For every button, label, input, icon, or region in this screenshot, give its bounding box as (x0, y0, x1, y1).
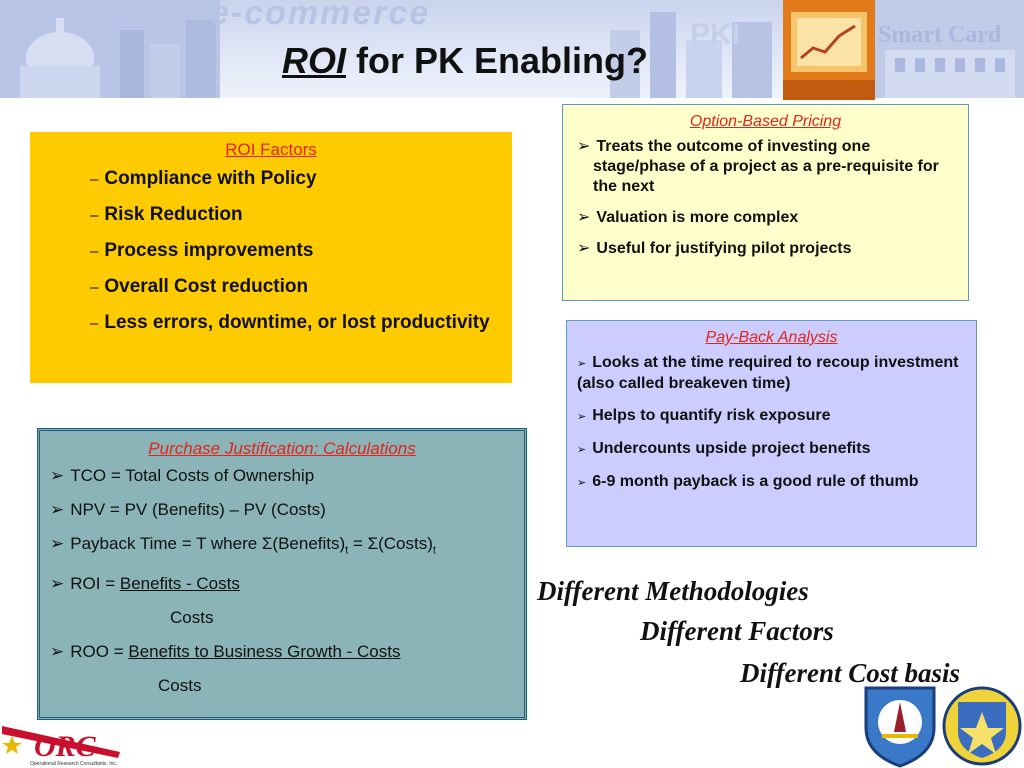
roo-denominator: Costs (158, 676, 202, 696)
purchase-list (40, 465, 524, 697)
roi-factors-heading: ROI Factors (225, 140, 317, 159)
banner-pki-text: PKI (690, 18, 741, 51)
arrow-bullet-icon: ➢ (577, 209, 591, 226)
roi-factors-list (30, 168, 512, 334)
dash-bullet-icon: – (90, 207, 99, 224)
orc-logo (0, 718, 150, 768)
list-item: ➢ Valuation is more complex (577, 209, 799, 226)
option-pricing-box (562, 104, 969, 301)
option-pricing-list (563, 137, 968, 259)
dash-bullet-icon: – (90, 243, 99, 260)
arrow-bullet-icon: ➢ (577, 358, 587, 370)
different-cost-basis: Different Cost basis (740, 658, 961, 688)
roi-denominator: Costs (170, 608, 214, 628)
seal-right-icon (944, 688, 1020, 764)
different-factors: Different Factors (640, 616, 834, 646)
payback-box (566, 320, 977, 547)
payback-heading: Pay-Back Analysis (705, 329, 838, 346)
orc-logo-subtext: Operational Research Consultants, Inc. (30, 761, 118, 767)
dash-bullet-icon: – (90, 279, 99, 296)
dash-bullet-icon: – (90, 315, 99, 332)
purchase-justification-box (37, 428, 527, 720)
list-item: – Risk Reduction (90, 204, 243, 225)
list-item: ➢ TCO = Total Costs of Ownership (50, 466, 315, 485)
list-item: ➢ Payback Time = T where $\Sigma(Benefits)_t$ = $\Sigma(Costs)_t$ (50, 534, 436, 557)
list-item: – Compliance with Policy (90, 168, 317, 189)
roi-numerator: Benefits - Costs (119, 574, 240, 594)
title-roi: ROI (281, 40, 346, 81)
arrow-bullet-icon: ➢ (577, 411, 587, 423)
page-title (0, 40, 930, 82)
payback-list (567, 353, 976, 493)
arrow-bullet-icon: ➢ (50, 534, 65, 553)
banner-ecommerce-text: e-commerce (210, 0, 431, 32)
military-seals-graphic (860, 684, 1024, 768)
list-item: ➢ ROO = Benefits to Business Growth - Costs (50, 642, 401, 662)
arrow-bullet-icon: ➢ (50, 574, 65, 594)
arrow-bullet-icon: ➢ (577, 240, 591, 257)
list-item: ➢ Helps to quantify risk exposure (577, 407, 831, 424)
arrow-bullet-icon: ➢ (577, 138, 591, 155)
list-item: – Less errors, downtime, or lost productivity (90, 312, 490, 333)
list-item: ➢ Undercounts upside project benefits (577, 440, 871, 457)
list-item: ➢ Treats the outcome of investing one stage/phase of a project as a pre-requisite for the next (577, 138, 939, 195)
list-item: ➢ 6-9 month payback is a good rule of thumb (577, 473, 919, 490)
arrow-bullet-icon: ➢ (50, 642, 65, 662)
list-item: – Process improvements (90, 240, 314, 261)
list-item: ➢ NPV = PV (Benefits) – PV (Costs) (50, 500, 326, 519)
roi-factors-box (30, 132, 512, 383)
purchase-heading: Purchase Justification: Calculations (148, 439, 416, 458)
roo-numerator: Benefits to Business Growth - Costs (128, 642, 401, 662)
orc-logo-text: ORC (34, 730, 96, 763)
title-rest: for PK Enabling? (346, 40, 648, 81)
option-pricing-heading: Option-Based Pricing (689, 113, 842, 130)
list-item: ➢ Looks at the time required to recoup investment (also called breakeven time) (577, 354, 959, 392)
arrow-bullet-icon: ➢ (50, 466, 65, 485)
list-item: ➢ ROI = Benefits - Costs (50, 574, 240, 594)
list-item: ➢ Useful for justifying pilot projects (577, 240, 852, 257)
arrow-bullet-icon: ➢ (50, 500, 65, 519)
dash-bullet-icon: – (90, 171, 99, 188)
seal-left-icon (866, 688, 934, 766)
list-item: – Overall Cost reduction (90, 276, 309, 297)
arrow-bullet-icon: ➢ (577, 444, 587, 456)
banner-smartcard-text: Smart Card (878, 22, 1002, 48)
different-methodologies: Different Methodologies (537, 576, 809, 606)
arrow-bullet-icon: ➢ (577, 477, 587, 489)
